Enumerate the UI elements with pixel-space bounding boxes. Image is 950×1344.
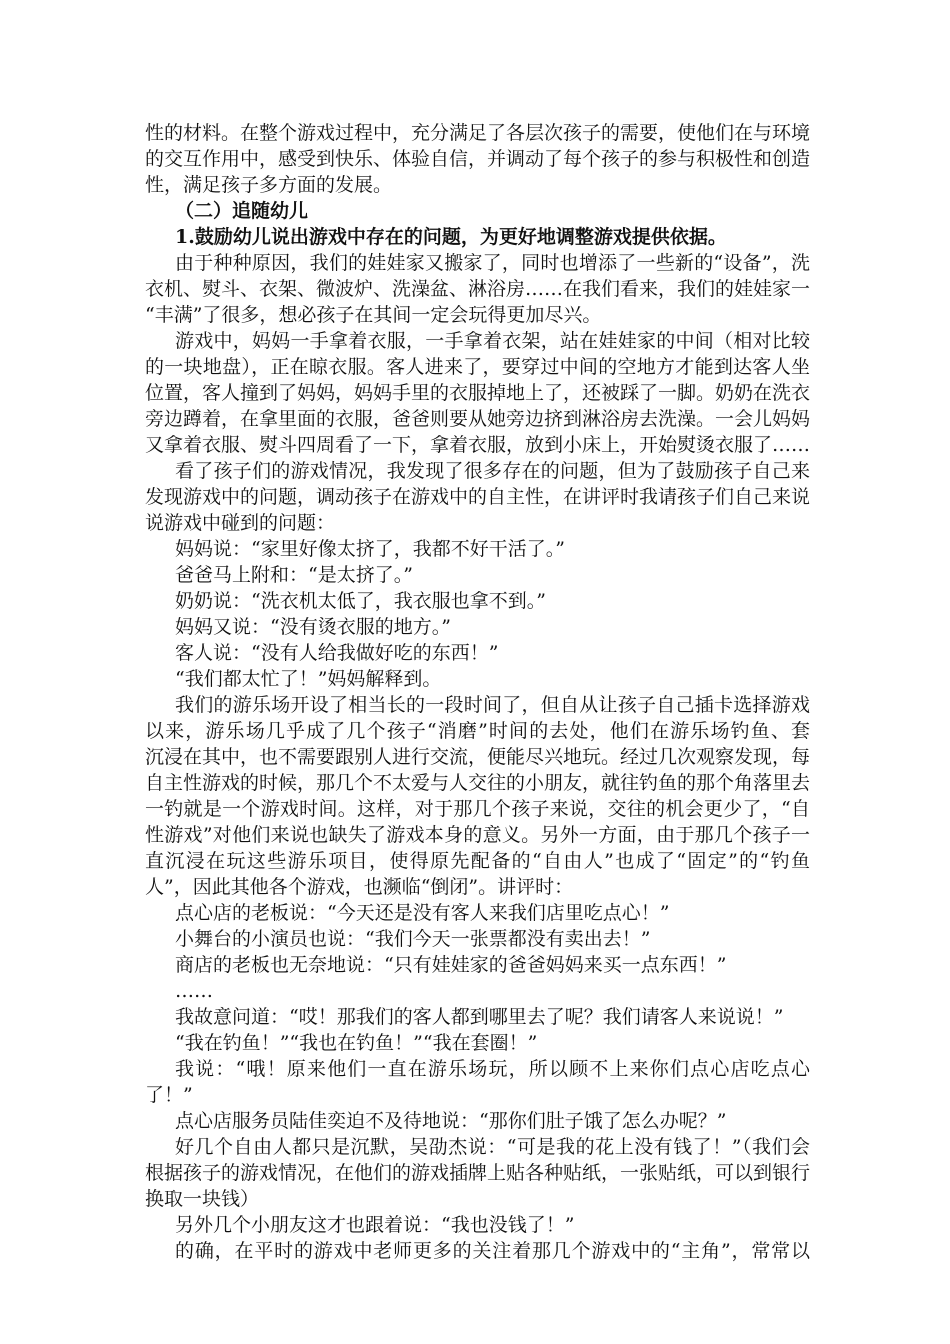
paragraph-line: 又拿着衣服、熨斗四周看了一下，拿着衣服，放到小床上，开始熨烫衣服了…… <box>145 434 810 456</box>
ellipsis-line: …… <box>175 980 213 1002</box>
dialogue-line: 另外几个小朋友这才也跟着说：“我也没钱了！” <box>175 1214 575 1236</box>
dialogue-line: 客人说：“没有人给我做好吃的东西！” <box>175 642 499 664</box>
paragraph-line: 衣机、熨斗、衣架、微波炉、洗澡盆、淋浴房……在我们看来，我们的娃娃家一 <box>145 278 810 300</box>
paragraph-line: 好几个自由人都只是沉默，吴劭杰说：“可是我的花上没有钱了！”（我们会 <box>175 1136 810 1158</box>
paragraph-line: 人”，因此其他各个游戏，也濒临“倒闭”。讲评时： <box>145 876 574 898</box>
paragraph-line: 直沉浸在玩这些游乐项目，使得原先配备的“自由人”也成了“固定”的“钓鱼 <box>145 850 810 872</box>
paragraph-line: 的确，在平时的游戏中老师更多的关注着那几个游戏中的“主角”，常常以 <box>175 1240 810 1262</box>
paragraph-line: 的一块地盘），正在晾衣服。客人进来了，要穿过中间的空地方才能到达客人坐 <box>145 356 810 378</box>
paragraph-line: 看了孩子们的游戏情况，我发现了很多存在的问题，但为了鼓励孩子自己来 <box>175 460 810 482</box>
dialogue-line: 爸爸马上附和：“是太挤了。” <box>175 564 413 586</box>
dialogue-line: 妈妈说：“家里好像太挤了，我都不好干活了。” <box>175 538 565 560</box>
paragraph-line: 我们的游乐场开设了相当长的一段时间了，但自从让孩子自己插卡选择游戏 <box>175 694 810 716</box>
dialogue-line: 奶奶说：“洗衣机太低了，我衣服也拿不到。” <box>175 590 546 612</box>
paragraph-line: 由于种种原因，我们的娃娃家又搬家了，同时也增添了一些新的“设备”，洗 <box>175 252 810 274</box>
paragraph-line: 位置，客人撞到了妈妈，妈妈手里的衣服掉地上了，还被踩了一脚。奶奶在洗衣 <box>145 382 810 404</box>
paragraph-line: 自主性游戏的时候，那几个不太爱与人交往的小朋友，就往钓鱼的那个角落里去 <box>145 772 810 794</box>
dialogue-line: 妈妈又说：“没有烫衣服的地方。” <box>175 616 451 638</box>
paragraph-line: 根据孩子的游戏情况，在他们的游戏插牌上贴各种贴纸，一张贴纸，可以到银行 <box>145 1162 810 1184</box>
dialogue-line: 我说：“哦！原来他们一直在游乐场玩，所以顾不上来你们点心店吃点心 <box>175 1058 810 1080</box>
document-body <box>145 120 810 1264</box>
section-heading: （二）追随幼儿 <box>175 200 309 222</box>
dialogue-line: 我故意问道：“哎！那我们的客人都到哪里去了呢？我们请客人来说说！” <box>175 1006 784 1028</box>
paragraph-line: 性游戏”对他们来说也缺失了游戏本身的意义。另外一方面，由于那几个孩子一 <box>145 824 810 846</box>
dialogue-line: 点心店服务员陆佳奕迫不及待地说：“那你们肚子饿了怎么办呢？” <box>175 1110 727 1132</box>
dialogue-line: 小舞台的小演员也说：“我们今天一张票都没有卖出去！” <box>175 928 651 950</box>
dialogue-line: 点心店的老板说：“今天还是没有客人来我们店里吃点心！” <box>175 902 670 924</box>
paragraph-line: 换取一块钱） <box>145 1188 260 1210</box>
dialogue-line: 了！” <box>145 1084 193 1106</box>
paragraph-line: 沉浸在其中，也不需要跟别人进行交流，便能尽兴地玩。经过几次观察发现，每 <box>145 746 810 768</box>
dialogue-line: 商店的老板也无奈地说：“只有娃娃家的爸爸妈妈来买一点东西！” <box>175 954 727 976</box>
paragraph-line: 说游戏中碰到的问题： <box>145 512 336 534</box>
paragraph-line: 以来，游乐场几乎成了几个孩子“消磨”时间的去处，他们在游乐场钓鱼、套 <box>145 720 810 742</box>
paragraph-line: 性的材料。在整个游戏过程中，充分满足了各层次孩子的需要，使他们在与环境 <box>145 122 810 144</box>
paragraph-line: 发现游戏中的问题，调动孩子在游戏中的自主性，在讲评时我请孩子们自己来说 <box>145 486 810 508</box>
paragraph-line: 游戏中，妈妈一手拿着衣服，一手拿着衣架，站在娃娃家的中间（相对比较 <box>175 330 810 352</box>
paragraph-line: 一钓就是一个游戏时间。这样，对于那几个孩子来说，交往的机会更少了，“自 <box>145 798 810 820</box>
paragraph-line: 旁边蹲着，在拿里面的衣服，爸爸则要从她旁边挤到淋浴房去洗澡。一会儿妈妈 <box>145 408 810 430</box>
subsection-heading: 1.鼓励幼儿说出游戏中存在的问题，为更好地调整游戏提供依据。 <box>175 226 727 248</box>
dialogue-line: “我在钓鱼！”“我也在钓鱼！”“我在套圈！” <box>175 1032 538 1054</box>
paragraph-line: “丰满”了很多，想必孩子在其间一定会玩得更加尽兴。 <box>145 304 602 326</box>
dialogue-line: “我们都太忙了！”妈妈解释到。 <box>175 668 442 690</box>
paragraph-line: 性，满足孩子多方面的发展。 <box>145 174 393 196</box>
paragraph-line: 的交互作用中，感受到快乐、体验自信，并调动了每个孩子的参与积极性和创造 <box>145 148 810 170</box>
